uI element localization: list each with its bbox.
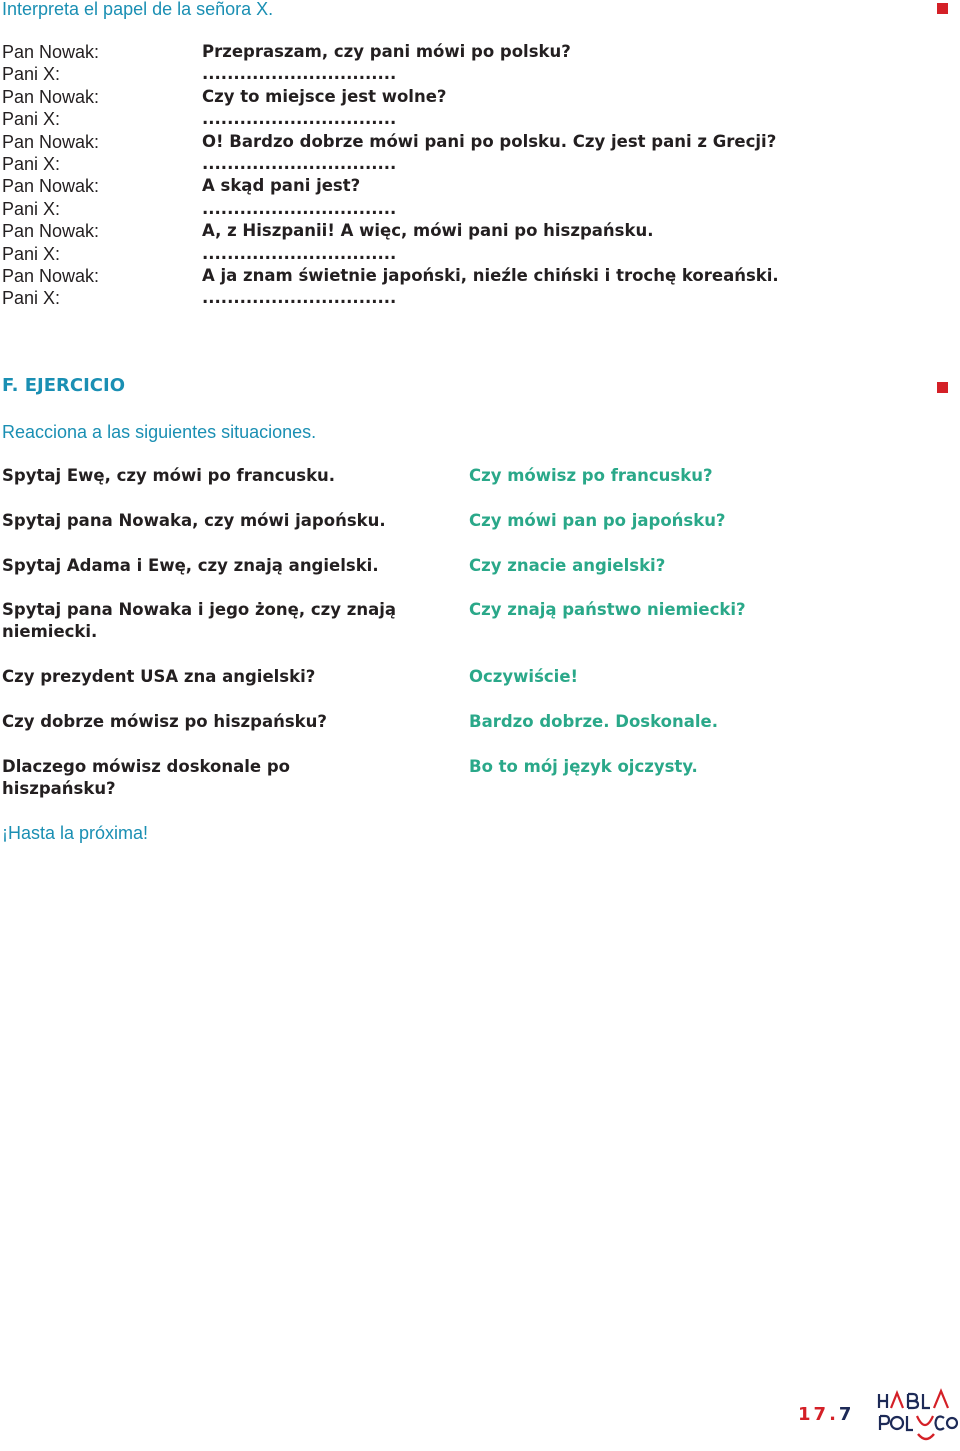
speaker-label: Pani X: bbox=[2, 288, 61, 309]
page-number-dot: . bbox=[829, 1404, 839, 1425]
speaker-label: Pani X: bbox=[2, 109, 61, 130]
dialogue-row bbox=[2, 131, 902, 153]
answer-blank: ............................... bbox=[202, 64, 397, 84]
exercise-prompt: Spytaj pana Nowaka, czy mówi japońsku. bbox=[2, 511, 386, 530]
exercise-answer: Czy mówi pan po japońsku? bbox=[469, 511, 726, 530]
exercise-prompt: Czy dobrze mówisz po hiszpańsku? bbox=[2, 712, 327, 731]
speaker-label: Pan Nowak: bbox=[2, 265, 100, 286]
dialogue-row bbox=[2, 63, 902, 85]
exercise-prompt: Czy prezydent USA zna angielski? bbox=[2, 667, 316, 686]
exercise-answer: Oczywiście! bbox=[469, 667, 579, 686]
section-f-heading: F. EJERCICIO bbox=[2, 375, 126, 396]
speaker-label: Pani X: bbox=[2, 198, 61, 219]
speaker-label: Pan Nowak: bbox=[2, 86, 100, 107]
section-e-instruction: Interpreta el papel de la señora X. bbox=[2, 0, 274, 19]
exercise-row bbox=[2, 711, 942, 733]
exercise-answer: Bo to mój język ojczysty. bbox=[469, 757, 698, 776]
speaker-label: Pan Nowak: bbox=[2, 131, 100, 152]
dialogue-line: A ja znam świetnie japoński, nieźle chiński i trochę koreański. bbox=[202, 265, 779, 285]
exercise-prompt: Spytaj pana Nowaka i jego żonę, czy znają niemiecki. bbox=[2, 600, 397, 641]
section-marker-square bbox=[937, 382, 948, 393]
dialogue-line: O! Bardzo dobrze mówi pani po polsku. Czy jest pani z Grecji? bbox=[202, 131, 777, 151]
exercise-prompt: Spytaj Adama i Ewę, czy znają angielski. bbox=[2, 556, 379, 575]
dialogue-row bbox=[2, 153, 902, 175]
exercise-row bbox=[2, 510, 942, 532]
answer-blank: ............................... bbox=[202, 198, 397, 218]
dialogue-row bbox=[2, 175, 902, 197]
dialogue-line: Czy to miejsce jest wolne? bbox=[202, 86, 447, 106]
answer-blank: ............................... bbox=[202, 153, 397, 173]
section-marker-square bbox=[937, 3, 948, 14]
speaker-label: Pan Nowak: bbox=[2, 42, 100, 62]
speaker-label: Pani X: bbox=[2, 243, 61, 264]
exercise-answer: Czy znacie angielski? bbox=[469, 556, 666, 575]
page-lesson-number: 17 bbox=[798, 1404, 830, 1425]
page-number-value: 7 bbox=[838, 1404, 855, 1425]
exercise-row bbox=[2, 555, 942, 577]
dialogue-row bbox=[2, 86, 902, 108]
speaker-label: Pan Nowak: bbox=[2, 176, 100, 197]
dialogue-line: Przepraszam, czy pani mówi po polsku? bbox=[202, 42, 571, 61]
exercise-row bbox=[2, 666, 942, 688]
logo-graphic bbox=[876, 1388, 958, 1446]
exercise-row bbox=[2, 756, 942, 800]
closing-text: ¡Hasta la próxima! bbox=[2, 823, 149, 843]
section-f-instruction: Reacciona a las siguientes situaciones. bbox=[2, 422, 317, 442]
speaker-label: Pani X: bbox=[2, 64, 61, 85]
dialogue-row bbox=[2, 41, 902, 63]
dialogue-row bbox=[2, 287, 902, 309]
dialogue-line: A skąd pani jest? bbox=[202, 176, 361, 196]
exercise-row bbox=[2, 599, 942, 643]
exercise-prompt: Dlaczego mówisz doskonale po hiszpańsku? bbox=[2, 757, 291, 798]
dialogue-line: A, z Hiszpanii! A więc, mówi pani po hiszpańsku. bbox=[202, 221, 654, 241]
dialogue bbox=[2, 41, 902, 310]
exercise-answer: Czy znają państwo niemiecki? bbox=[469, 600, 746, 619]
dialogue-row bbox=[2, 198, 902, 220]
dialogue-row bbox=[2, 243, 902, 265]
exercise-answer: Czy mówisz po francusku? bbox=[469, 466, 713, 485]
habla-polaco-logo bbox=[876, 1388, 958, 1446]
speaker-label: Pan Nowak: bbox=[2, 221, 100, 242]
answer-blank: ............................... bbox=[202, 109, 397, 129]
page-number bbox=[798, 1404, 854, 1425]
dialogue-row bbox=[2, 220, 902, 242]
answer-blank: ............................... bbox=[202, 288, 397, 308]
speaker-label: Pani X: bbox=[2, 153, 61, 174]
dialogue-row bbox=[2, 265, 902, 287]
dialogue-row bbox=[2, 108, 902, 130]
exercise-row bbox=[2, 465, 942, 487]
answer-blank: ............................... bbox=[202, 243, 397, 263]
exercise-answer: Bardzo dobrze. Doskonale. bbox=[469, 712, 718, 731]
exercise-prompt: Spytaj Ewę, czy mówi po francusku. bbox=[2, 466, 336, 485]
